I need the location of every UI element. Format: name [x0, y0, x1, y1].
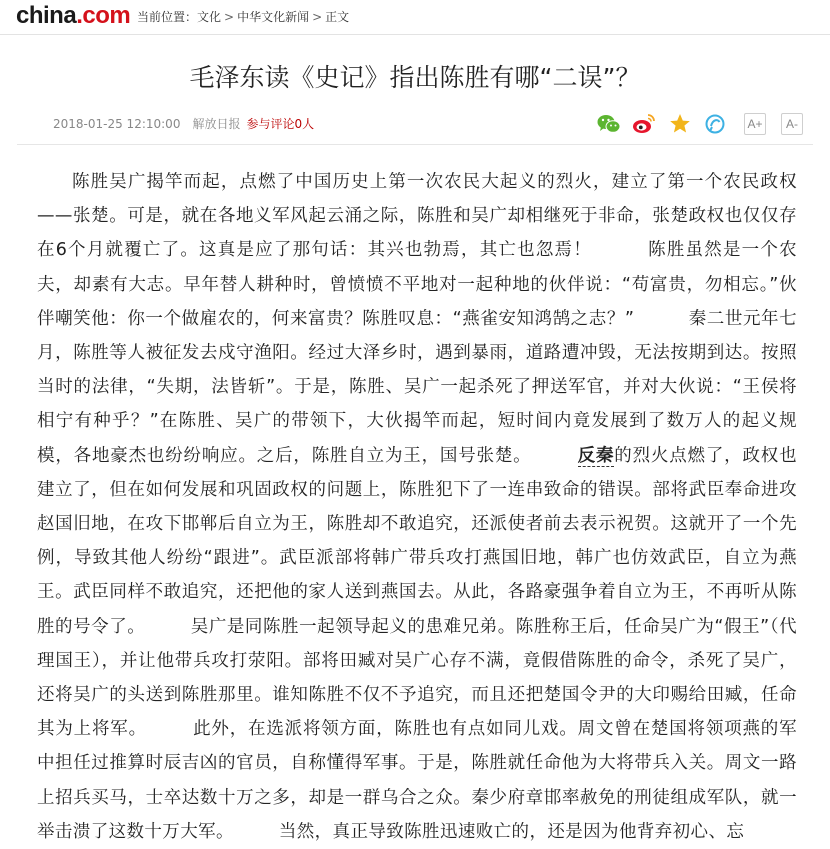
- article-title: 毛泽东读《史记》指出陈胜有哪“二误”？: [189, 63, 641, 92]
- breadcrumb-item-article: 正文: [325, 10, 350, 24]
- breadcrumb-item-news[interactable]: 中华文化新闻: [237, 10, 310, 24]
- breadcrumb-separator: >: [312, 10, 323, 24]
- qq-space-icon[interactable]: [703, 111, 727, 137]
- comment-label: 参与评论: [246, 117, 295, 131]
- article-body: [37, 165, 797, 849]
- comment-link[interactable]: [246, 117, 314, 131]
- keyword-link[interactable]: 反秦: [577, 445, 615, 466]
- body-text-part2: 的烈火点燃了，政权也建立了，但在如何发展和巩固政权的问题上，陈胜犯下了一连串致命的错误。部将武臣奉命进攻赵国旧地，在攻下邯郸后自立为王，陈胜却不敢追究，还派使者前去表示祝贺。这就开了一个先例，导致其他人纷纷“跟进”。武臣派部将韩广带兵攻打燕国旧地，韩广也仿效武臣，自立为燕王。武臣同样不敢追究，还把他的家人送到燕国去。从此，各路豪强争着自立为王，不再听从陈胜的号令了。 吴广是同陈胜一起领导起义的患难兄弟。陈胜称王后，任命吴广为“假王”（代理国王），并让他带兵攻打荥阳。部将田臧对吴广心存不满，竟假借陈胜的命令，杀死了吴广，还将吴广的头送到陈胜那里。谁知陈胜不仅不予追究，而且还把楚国令尹的大印赐给田臧，任命其为上将军。 此外，在选派将领方面，陈胜也有点如同儿戏。周文曾在楚国将领项燕的军中担任过推算时辰吉凶的官员，自称懂得军事。于是，陈胜就任命他为大将带兵入关。周文一路上招兵买马，士卒达数十万之多，却是一群乌合之众。秦少府章邯率赦免的刑徒组成军队，就一举击溃了这数十万大军。 当然，真正导致陈胜迅速败亡的，还是因为他背弃初心、忘: [37, 445, 797, 842]
- article-meta: [53, 115, 314, 133]
- divider: [17, 144, 813, 145]
- article-datetime: 2018-01-25 12:10:00: [53, 117, 181, 131]
- body-text-part1: 陈胜吴广揭竿而起，点燃了中国历史上第一次农民大起义的烈火，建立了第一个农民政权——张楚。可是，就在各地义军风起云涌之际，陈胜和吴广却相继死于非命，张楚政权也仅仅存在6个月就覆亡了。这真是应了那句话：其兴也勃焉，其亡也忽焉！ 陈胜虽然是一个农夫，却素有大志。早年替人耕种时，曾愤愤不平地对一起种地的伙伴说：“苟富贵，勿相忘。”伙伴嘲笑他：你一个做雇农的，何来富贵？陈胜叹息：“燕雀安知鸿鹄之志？” 秦二世元年七月，陈胜等人被征发去戍守渔阳。经过大泽乡时，遇到暴雨，道路遭冲毁，无法按期到达。按照当时的法律，“失期，法皆斩”。于是，陈胜、吴广一起杀死了押送军官，并对大伙说：“王侯将相宁有种乎？”在陈胜、吴广的带领下，大伙揭竿而起，短时间内竟发展到了数万人的起义规模，各地豪杰也纷纷响应。之后，陈胜自立为王，国号张楚。: [37, 172, 797, 466]
- wechat-icon[interactable]: [596, 111, 622, 137]
- site-logo[interactable]: [16, 1, 130, 31]
- breadcrumb-label: 当前位置：: [137, 10, 198, 24]
- breadcrumb-item-culture[interactable]: 文化: [197, 10, 222, 24]
- breadcrumb: [137, 9, 349, 25]
- weibo-icon[interactable]: [631, 111, 657, 137]
- top-bar: [0, 0, 830, 35]
- comment-count: 0: [294, 117, 303, 131]
- logo-main: china: [16, 2, 77, 29]
- star-icon[interactable]: [668, 111, 692, 137]
- article-paragraph: [37, 165, 797, 849]
- font-decrease-button[interactable]: A-: [781, 113, 803, 135]
- font-increase-button[interactable]: A+: [744, 113, 766, 135]
- article-source: 解放日报: [192, 117, 241, 131]
- logo-com: com: [82, 2, 131, 29]
- logo-dot: .: [76, 2, 83, 29]
- comment-suffix: 人: [302, 117, 315, 131]
- breadcrumb-separator: >: [224, 10, 235, 24]
